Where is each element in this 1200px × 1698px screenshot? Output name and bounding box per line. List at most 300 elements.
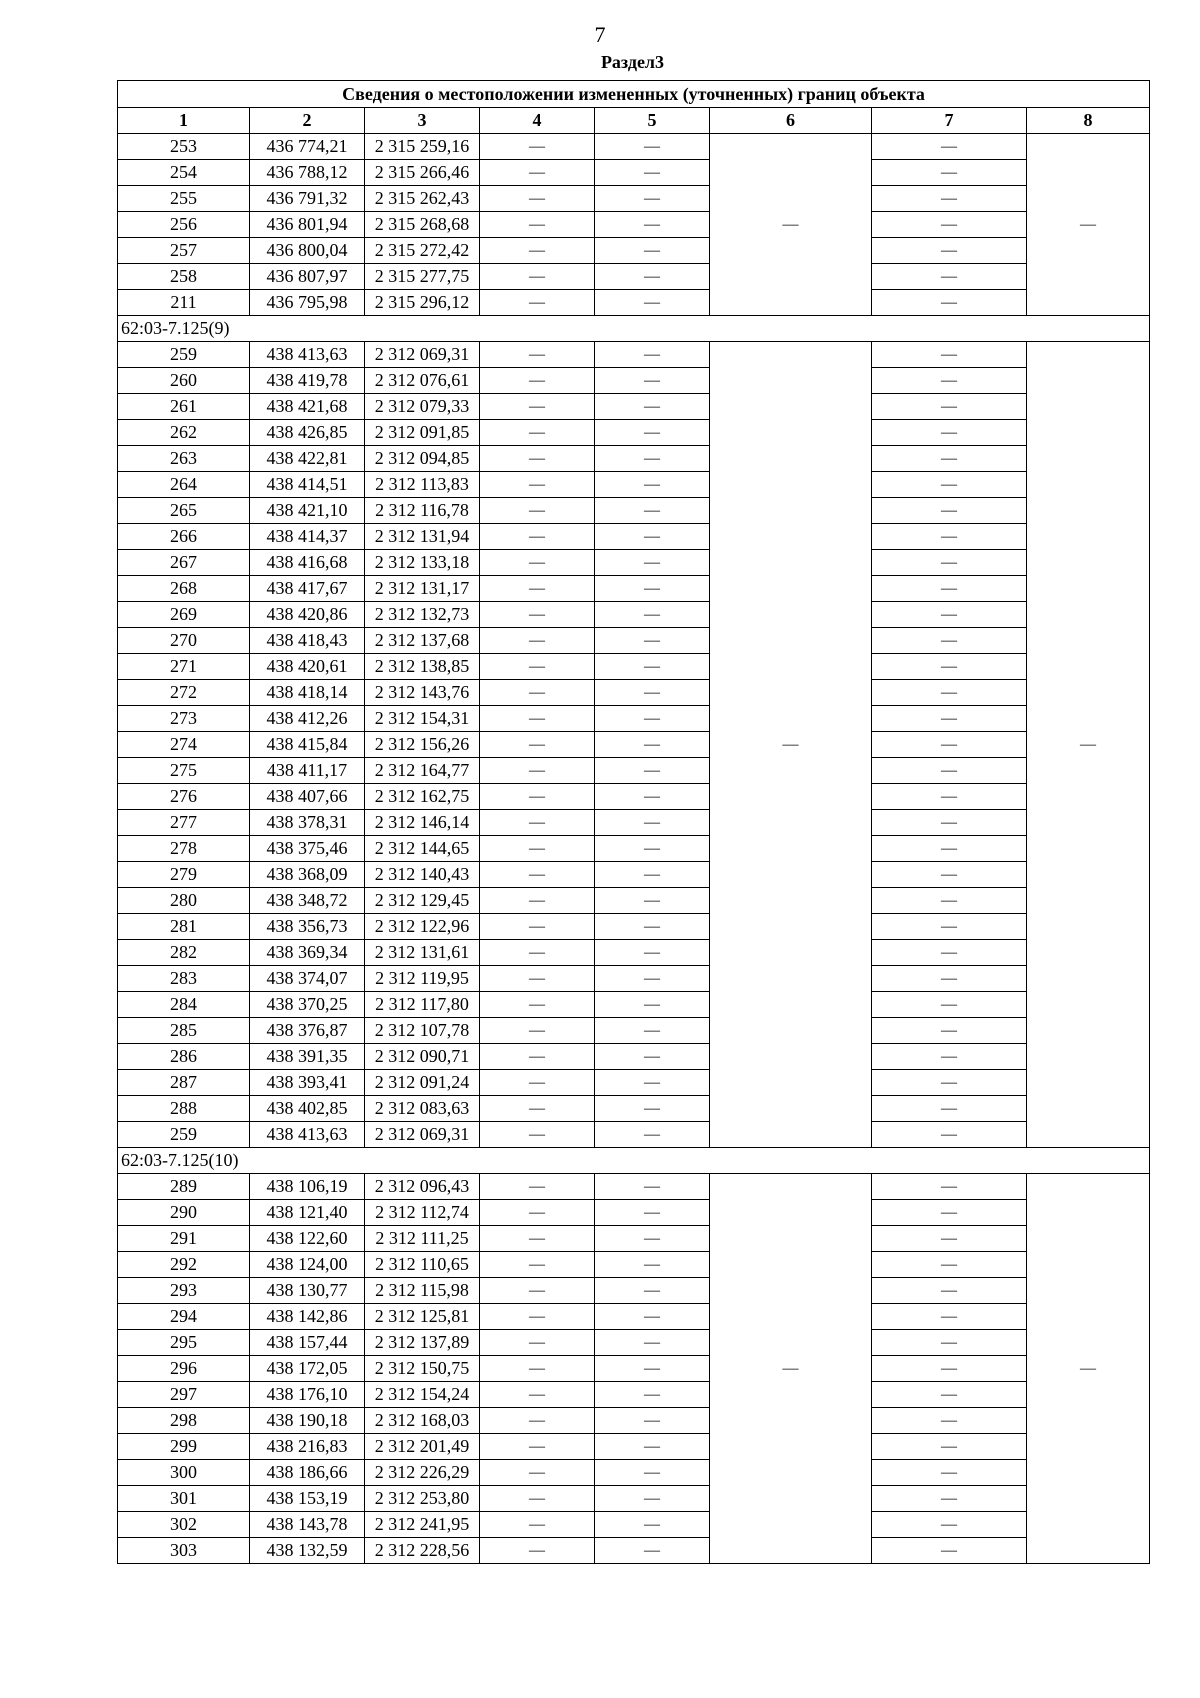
point-number: 254 — [118, 160, 250, 186]
coord-y: 2 312 228,56 — [365, 1538, 480, 1564]
col7-value: — — [872, 1018, 1027, 1044]
point-number: 259 — [118, 342, 250, 368]
point-number: 262 — [118, 420, 250, 446]
coord-x: 436 800,04 — [250, 238, 365, 264]
col7-value: — — [872, 394, 1027, 420]
col7-value: — — [872, 342, 1027, 368]
col5-value: — — [595, 992, 710, 1018]
coord-y: 2 312 154,31 — [365, 706, 480, 732]
col5-value: — — [595, 342, 710, 368]
col4-value: — — [480, 1408, 595, 1434]
coord-y: 2 312 133,18 — [365, 550, 480, 576]
table-row — [118, 186, 1150, 212]
coord-y: 2 312 131,17 — [365, 576, 480, 602]
col4-value: — — [480, 654, 595, 680]
col7-value: — — [872, 212, 1027, 238]
col5-value: — — [595, 784, 710, 810]
col4-value: — — [480, 1330, 595, 1356]
point-number: 275 — [118, 758, 250, 784]
col5-value: — — [595, 1122, 710, 1148]
section-title: Раздел3 — [600, 52, 665, 72]
coord-y: 2 312 096,43 — [365, 1174, 480, 1200]
col4-value: — — [480, 1486, 595, 1512]
table-row — [118, 1304, 1150, 1330]
point-number: 303 — [118, 1538, 250, 1564]
point-number: 265 — [118, 498, 250, 524]
col5-value: — — [595, 524, 710, 550]
point-number: 260 — [118, 368, 250, 394]
coord-y: 2 312 138,85 — [365, 654, 480, 680]
table-row — [118, 472, 1150, 498]
col5-value: — — [595, 472, 710, 498]
col5-value: — — [595, 1330, 710, 1356]
col7-value: — — [872, 888, 1027, 914]
coord-x: 438 419,78 — [250, 368, 365, 394]
column-number-4: 4 — [480, 108, 595, 134]
col6-value: — — [710, 1174, 872, 1564]
table-row — [118, 498, 1150, 524]
coord-x: 438 186,66 — [250, 1460, 365, 1486]
col7-value: — — [872, 472, 1027, 498]
table-row — [118, 290, 1150, 316]
col5-value: — — [595, 628, 710, 654]
coord-y: 2 312 119,95 — [365, 966, 480, 992]
col7-value: — — [872, 134, 1027, 160]
coord-x: 438 407,66 — [250, 784, 365, 810]
coord-x: 438 376,87 — [250, 1018, 365, 1044]
page-number: 7 — [594, 22, 606, 47]
col5-value: — — [595, 420, 710, 446]
col5-value: — — [595, 1044, 710, 1070]
table-row — [118, 1200, 1150, 1226]
col5-value: — — [595, 1278, 710, 1304]
column-number-3: 3 — [365, 108, 480, 134]
column-number-6: 6 — [710, 108, 872, 134]
table-row — [118, 1460, 1150, 1486]
col5-value: — — [595, 1538, 710, 1564]
point-number: 276 — [118, 784, 250, 810]
coord-x: 436 795,98 — [250, 290, 365, 316]
coord-y: 2 312 164,77 — [365, 758, 480, 784]
coord-x: 438 130,77 — [250, 1278, 365, 1304]
coord-y: 2 312 140,43 — [365, 862, 480, 888]
col7-value: — — [872, 1460, 1027, 1486]
coord-x: 438 416,68 — [250, 550, 365, 576]
col5-value: — — [595, 602, 710, 628]
coord-x: 438 370,25 — [250, 992, 365, 1018]
table-row — [118, 732, 1150, 758]
point-number: 273 — [118, 706, 250, 732]
point-number: 259 — [118, 1122, 250, 1148]
coord-x: 438 420,86 — [250, 602, 365, 628]
col7-value: — — [872, 186, 1027, 212]
col7-value: — — [872, 420, 1027, 446]
col4-value: — — [480, 394, 595, 420]
col7-value: — — [872, 446, 1027, 472]
table-row — [118, 992, 1150, 1018]
table-row — [118, 1278, 1150, 1304]
coord-y: 2 312 115,98 — [365, 1278, 480, 1304]
col5-value: — — [595, 732, 710, 758]
coord-x: 438 356,73 — [250, 914, 365, 940]
coord-x: 438 378,31 — [250, 810, 365, 836]
coord-y: 2 312 122,96 — [365, 914, 480, 940]
coord-x: 438 348,72 — [250, 888, 365, 914]
table-row — [118, 836, 1150, 862]
col4-value: — — [480, 966, 595, 992]
col5-value: — — [595, 212, 710, 238]
coord-y: 2 312 168,03 — [365, 1408, 480, 1434]
col7-value: — — [872, 368, 1027, 394]
column-number-2: 2 — [250, 108, 365, 134]
point-number: 285 — [118, 1018, 250, 1044]
coord-y: 2 312 111,25 — [365, 1226, 480, 1252]
table-row — [118, 680, 1150, 706]
col5-value: — — [595, 498, 710, 524]
table-row — [118, 628, 1150, 654]
coord-x: 438 413,63 — [250, 342, 365, 368]
col7-value: — — [872, 862, 1027, 888]
coord-y: 2 312 241,95 — [365, 1512, 480, 1538]
point-number: 294 — [118, 1304, 250, 1330]
col7-value: — — [872, 160, 1027, 186]
coord-x: 438 375,46 — [250, 836, 365, 862]
col4-value: — — [480, 706, 595, 732]
point-number: 301 — [118, 1486, 250, 1512]
point-number: 302 — [118, 1512, 250, 1538]
col7-value: — — [872, 940, 1027, 966]
col4-value: — — [480, 1304, 595, 1330]
col5-value: — — [595, 1200, 710, 1226]
col5-value: — — [595, 576, 710, 602]
point-number: 264 — [118, 472, 250, 498]
coord-x: 438 402,85 — [250, 1096, 365, 1122]
coord-x: 438 172,05 — [250, 1356, 365, 1382]
point-number: 270 — [118, 628, 250, 654]
coord-x: 438 122,60 — [250, 1226, 365, 1252]
table-row — [118, 1330, 1150, 1356]
point-number: 269 — [118, 602, 250, 628]
table-row — [118, 160, 1150, 186]
col4-value: — — [480, 1044, 595, 1070]
table-row — [118, 1096, 1150, 1122]
table-row — [118, 1538, 1150, 1564]
col7-value: — — [872, 1122, 1027, 1148]
coord-y: 2 312 069,31 — [365, 342, 480, 368]
table-row — [118, 1018, 1150, 1044]
col5-value: — — [595, 1434, 710, 1460]
col4-value: — — [480, 186, 595, 212]
col4-value: — — [480, 238, 595, 264]
table-row — [118, 966, 1150, 992]
col5-value: — — [595, 186, 710, 212]
col4-value: — — [480, 446, 595, 472]
point-number: 274 — [118, 732, 250, 758]
coord-x: 436 788,12 — [250, 160, 365, 186]
coord-y: 2 312 137,89 — [365, 1330, 480, 1356]
table-row — [118, 602, 1150, 628]
coord-y: 2 315 266,46 — [365, 160, 480, 186]
col5-value: — — [595, 264, 710, 290]
coord-x: 438 417,67 — [250, 576, 365, 602]
table-row — [118, 1174, 1150, 1200]
col7-value: — — [872, 1278, 1027, 1304]
coord-x: 438 411,17 — [250, 758, 365, 784]
col7-value: — — [872, 1382, 1027, 1408]
table-row — [118, 524, 1150, 550]
col5-value: — — [595, 836, 710, 862]
coord-x: 438 413,63 — [250, 1122, 365, 1148]
table-row — [118, 784, 1150, 810]
col4-value: — — [480, 628, 595, 654]
group-label: 62:03-7.125(9) — [118, 316, 1150, 342]
col7-value: — — [872, 1486, 1027, 1512]
coord-y: 2 312 226,29 — [365, 1460, 480, 1486]
coord-y: 2 312 150,75 — [365, 1356, 480, 1382]
table-row — [118, 550, 1150, 576]
coord-y: 2 312 131,61 — [365, 940, 480, 966]
col5-value: — — [595, 1226, 710, 1252]
col7-value: — — [872, 524, 1027, 550]
table-row — [118, 420, 1150, 446]
col4-value: — — [480, 1538, 595, 1564]
col7-value: — — [872, 1512, 1027, 1538]
table-row — [118, 446, 1150, 472]
table-row — [118, 1486, 1150, 1512]
col4-value: — — [480, 680, 595, 706]
point-number: 287 — [118, 1070, 250, 1096]
table-row — [118, 1382, 1150, 1408]
col4-value: — — [480, 810, 595, 836]
coord-y: 2 312 079,33 — [365, 394, 480, 420]
coord-y: 2 315 296,12 — [365, 290, 480, 316]
point-number: 295 — [118, 1330, 250, 1356]
table-row — [118, 1070, 1150, 1096]
point-number: 258 — [118, 264, 250, 290]
col4-value: — — [480, 1278, 595, 1304]
boundary-coordinates-table — [117, 80, 1150, 1564]
col5-value: — — [595, 862, 710, 888]
coord-y: 2 312 146,14 — [365, 810, 480, 836]
col7-value: — — [872, 290, 1027, 316]
table-row — [118, 1252, 1150, 1278]
coord-x: 438 418,43 — [250, 628, 365, 654]
point-number: 278 — [118, 836, 250, 862]
point-number: 289 — [118, 1174, 250, 1200]
col4-value: — — [480, 1174, 595, 1200]
coord-y: 2 312 110,65 — [365, 1252, 480, 1278]
table-row — [118, 238, 1150, 264]
col4-value: — — [480, 342, 595, 368]
coord-y: 2 312 113,83 — [365, 472, 480, 498]
col7-value: — — [872, 992, 1027, 1018]
col8-value: — — [1027, 1174, 1150, 1564]
coord-y: 2 312 116,78 — [365, 498, 480, 524]
col7-value: — — [872, 1434, 1027, 1460]
col4-value: — — [480, 1512, 595, 1538]
col5-value: — — [595, 1174, 710, 1200]
table-row — [118, 914, 1150, 940]
col4-value: — — [480, 1122, 595, 1148]
table-row — [118, 654, 1150, 680]
col4-value: — — [480, 836, 595, 862]
coord-y: 2 312 129,45 — [365, 888, 480, 914]
point-number: 253 — [118, 134, 250, 160]
point-number: 261 — [118, 394, 250, 420]
col5-value: — — [595, 238, 710, 264]
table-row — [118, 706, 1150, 732]
col5-value: — — [595, 1382, 710, 1408]
coord-y: 2 312 125,81 — [365, 1304, 480, 1330]
col7-value: — — [872, 576, 1027, 602]
col7-value: — — [872, 836, 1027, 862]
point-number: 255 — [118, 186, 250, 212]
coord-x: 436 807,97 — [250, 264, 365, 290]
col5-value: — — [595, 394, 710, 420]
coord-y: 2 312 144,65 — [365, 836, 480, 862]
coord-y: 2 315 262,43 — [365, 186, 480, 212]
col5-value: — — [595, 810, 710, 836]
coord-x: 438 374,07 — [250, 966, 365, 992]
col5-value: — — [595, 966, 710, 992]
table-row — [118, 810, 1150, 836]
coord-y: 2 312 069,31 — [365, 1122, 480, 1148]
coord-x: 438 414,51 — [250, 472, 365, 498]
coord-y: 2 312 156,26 — [365, 732, 480, 758]
coord-y: 2 312 076,61 — [365, 368, 480, 394]
col7-value: — — [872, 1200, 1027, 1226]
coord-y: 2 312 090,71 — [365, 1044, 480, 1070]
col5-value: — — [595, 1018, 710, 1044]
coord-x: 438 391,35 — [250, 1044, 365, 1070]
table-row — [118, 342, 1150, 368]
coord-y: 2 312 083,63 — [365, 1096, 480, 1122]
coord-y: 2 312 154,24 — [365, 1382, 480, 1408]
col5-value: — — [595, 134, 710, 160]
table-row — [118, 1434, 1150, 1460]
col4-value: — — [480, 576, 595, 602]
col4-value: — — [480, 498, 595, 524]
table-row — [118, 940, 1150, 966]
point-number: 257 — [118, 238, 250, 264]
point-number: 298 — [118, 1408, 250, 1434]
table-row — [118, 758, 1150, 784]
col4-value: — — [480, 1434, 595, 1460]
col7-value: — — [872, 1304, 1027, 1330]
col4-value: — — [480, 1460, 595, 1486]
col7-value: — — [872, 1356, 1027, 1382]
coord-x: 438 176,10 — [250, 1382, 365, 1408]
col6-value: — — [710, 342, 872, 1148]
table-row — [118, 368, 1150, 394]
col5-value: — — [595, 1252, 710, 1278]
col7-value: — — [872, 914, 1027, 940]
coord-y: 2 312 094,85 — [365, 446, 480, 472]
col5-value: — — [595, 368, 710, 394]
point-number: 272 — [118, 680, 250, 706]
col5-value: — — [595, 654, 710, 680]
point-number: 281 — [118, 914, 250, 940]
table-row — [118, 1226, 1150, 1252]
table-row — [118, 888, 1150, 914]
coord-y: 2 312 143,76 — [365, 680, 480, 706]
col7-value: — — [872, 732, 1027, 758]
col4-value: — — [480, 992, 595, 1018]
coord-x: 438 132,59 — [250, 1538, 365, 1564]
table-caption: Сведения о местоположении измененных (уточненных) границ объекта — [118, 81, 1150, 108]
coord-x: 438 106,19 — [250, 1174, 365, 1200]
coord-x: 438 368,09 — [250, 862, 365, 888]
coord-x: 438 393,41 — [250, 1070, 365, 1096]
point-number: 292 — [118, 1252, 250, 1278]
point-number: 266 — [118, 524, 250, 550]
coord-y: 2 315 268,68 — [365, 212, 480, 238]
coord-y: 2 312 091,85 — [365, 420, 480, 446]
col5-value: — — [595, 1096, 710, 1122]
coord-y: 2 312 107,78 — [365, 1018, 480, 1044]
col5-value: — — [595, 680, 710, 706]
col8-value: — — [1027, 342, 1150, 1148]
col4-value: — — [480, 264, 595, 290]
col4-value: — — [480, 420, 595, 446]
coord-y: 2 312 091,24 — [365, 1070, 480, 1096]
column-numbers-row — [118, 108, 1150, 134]
col4-value: — — [480, 290, 595, 316]
col4-value: — — [480, 550, 595, 576]
coord-x: 438 418,14 — [250, 680, 365, 706]
table-row — [118, 1044, 1150, 1070]
coord-x: 438 157,44 — [250, 1330, 365, 1356]
col7-value: — — [872, 264, 1027, 290]
col5-value: — — [595, 1408, 710, 1434]
coord-y: 2 312 253,80 — [365, 1486, 480, 1512]
point-number: 296 — [118, 1356, 250, 1382]
coord-x: 438 190,18 — [250, 1408, 365, 1434]
col7-value: — — [872, 966, 1027, 992]
table-row — [118, 212, 1150, 238]
col5-value: — — [595, 706, 710, 732]
col4-value: — — [480, 940, 595, 966]
col7-value: — — [872, 550, 1027, 576]
col7-value: — — [872, 1252, 1027, 1278]
col5-value: — — [595, 290, 710, 316]
col7-value: — — [872, 1226, 1027, 1252]
point-number: 283 — [118, 966, 250, 992]
col4-value: — — [480, 602, 595, 628]
col7-value: — — [872, 706, 1027, 732]
coord-x: 438 216,83 — [250, 1434, 365, 1460]
col5-value: — — [595, 550, 710, 576]
col7-value: — — [872, 628, 1027, 654]
coord-y: 2 315 277,75 — [365, 264, 480, 290]
coord-x: 438 143,78 — [250, 1512, 365, 1538]
col7-value: — — [872, 1538, 1027, 1564]
table-row — [118, 1512, 1150, 1538]
col4-value: — — [480, 914, 595, 940]
col5-value: — — [595, 1486, 710, 1512]
coord-y: 2 315 259,16 — [365, 134, 480, 160]
col4-value: — — [480, 1382, 595, 1408]
coord-x: 438 121,40 — [250, 1200, 365, 1226]
col4-value: — — [480, 1070, 595, 1096]
coord-x: 438 369,34 — [250, 940, 365, 966]
col5-value: — — [595, 160, 710, 186]
col7-value: — — [872, 238, 1027, 264]
col5-value: — — [595, 888, 710, 914]
point-number: 297 — [118, 1382, 250, 1408]
col4-value: — — [480, 1356, 595, 1382]
coord-x: 436 774,21 — [250, 134, 365, 160]
